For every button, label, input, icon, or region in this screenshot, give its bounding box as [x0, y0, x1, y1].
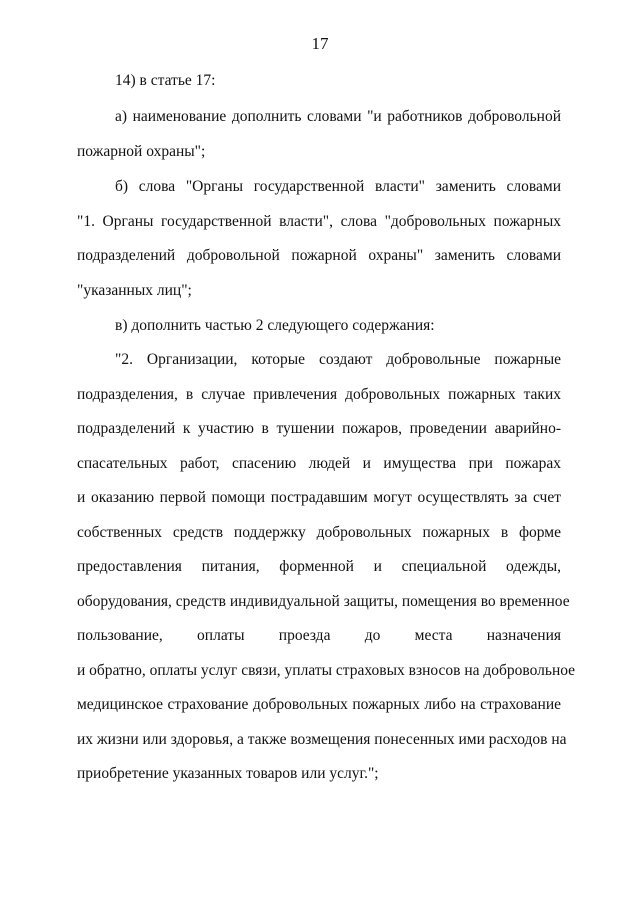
text-line: собственных средств поддержку добровольных пожарных в форме	[77, 523, 561, 541]
text-line: подразделений добровольной пожарной охраны" заменить словами	[77, 247, 561, 264]
text-line: спасательных работ, спасению людей и имущества при пожарах	[77, 454, 561, 472]
text-line: и оказанию первой помощи пострадавшим могут осуществлять за счет	[77, 489, 561, 506]
text-line: а) наименование дополнить словами "и работников добровольной	[115, 108, 561, 125]
text-line: "1. Органы государственной власти", слова "добровольных пожарных	[77, 212, 561, 230]
paragraph-subitem-v	[77, 309, 561, 344]
text-line: пожарной охраны";	[77, 142, 206, 160]
text-line: приобретение указанных товаров или услуг.";	[77, 765, 379, 782]
text-line: их жизни или здоровья, а также возмещения понесенных ими расходов на	[77, 730, 567, 748]
text-line: подразделения, в случае привлечения добровольных пожарных таких	[77, 385, 561, 403]
text-line: предоставления питания, форменной и специальной одежды,	[77, 558, 561, 575]
text-line: оборудования, средств индивидуальной защиты, помещения во временное	[77, 592, 570, 610]
text-line: пользование, оплаты проезда до места назначения	[77, 627, 561, 644]
page-number: 17	[311, 34, 329, 53]
paragraph-quoted-part-2	[77, 343, 576, 792]
paragraph-item-14	[77, 64, 561, 99]
text-line: "указанных лиц";	[77, 281, 192, 299]
text-line: и обратно, оплаты услуг связи, уплаты страховых взносов на добровольное	[77, 661, 576, 679]
paragraph-subitem-a	[77, 100, 561, 169]
text-line: 14) в статье 17:	[115, 72, 216, 89]
text-line: "2. Организации, которые создают добровольные пожарные	[115, 351, 561, 368]
paragraph-subitem-b	[77, 170, 561, 308]
text-line: в) дополнить частью 2 следующего содержания:	[115, 317, 435, 334]
text-line: подразделений к участию в тушении пожаров, проведении аварийно-	[77, 420, 561, 437]
text-line: б) слова "Органы государственной власти" заменить словами	[115, 178, 561, 195]
text-line: медицинское страхование добровольных пожарных либо на страхование	[77, 696, 561, 713]
